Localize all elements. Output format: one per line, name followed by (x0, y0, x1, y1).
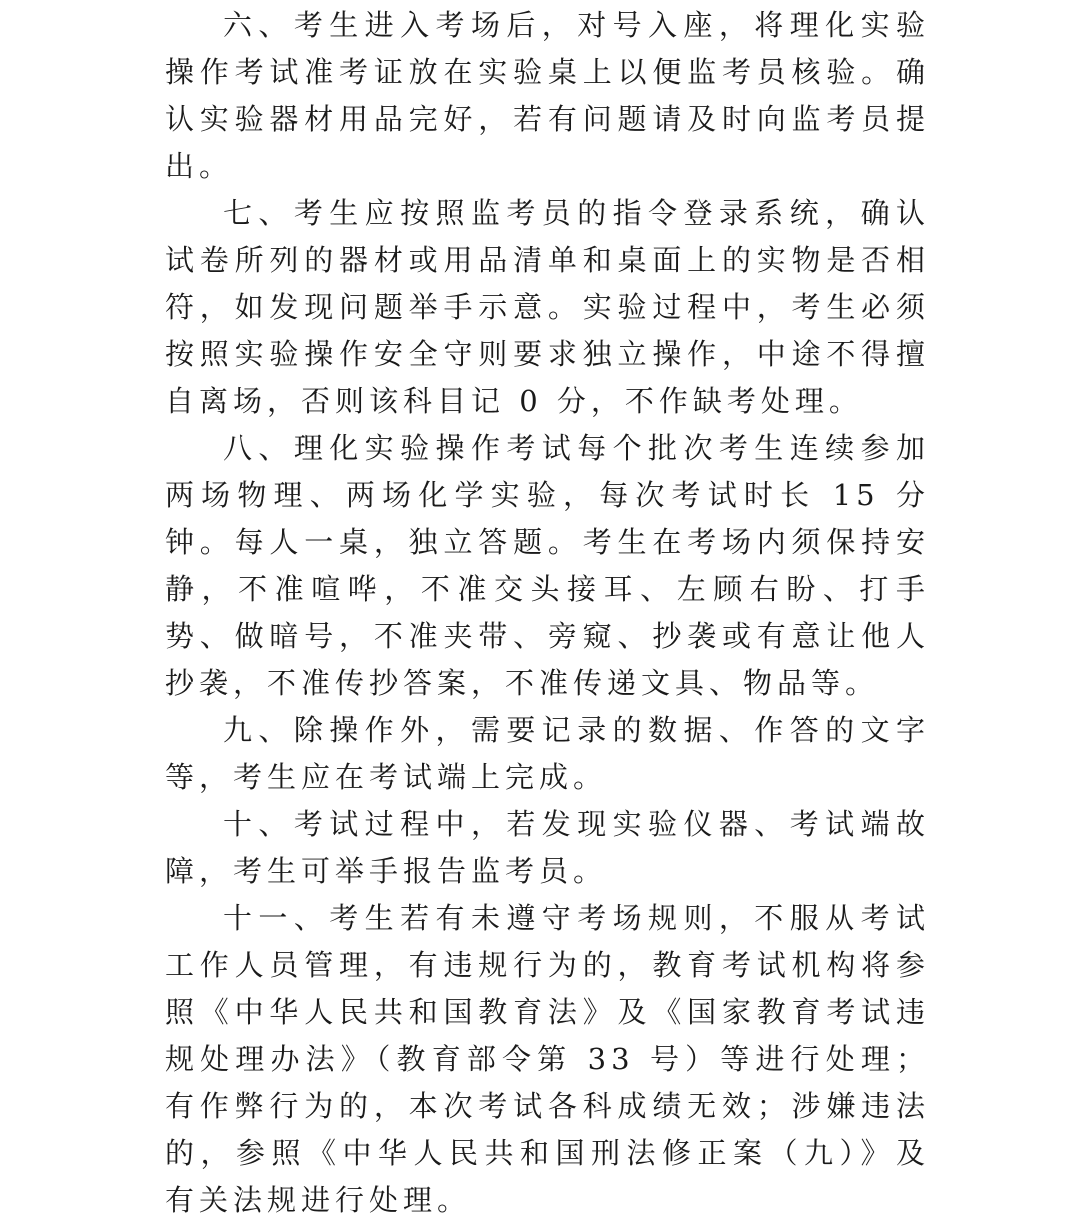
rule-paragraph-9: 九、除操作外，需要记录的数据、作答的文字等，考生应在考试端上完成。 (165, 713, 930, 794)
rule-paragraph-10: 十、考试过程中，若发现实验仪器、考试端故障，考生可举手报告监考员。 (165, 807, 930, 888)
rule-paragraph-8: 八、理化实验操作考试每个批次考生连续参加两场物理、两场化学实验，每次考试时长 15 分钟。每人一桌，独立答题。考生在考场内须保持安静，不准喧哗，不准交头接耳、左顾右盼、打手势、做暗号，不准夹带、旁窥、抄袭或有意让他人抄袭，不准传抄答案，不准传递文具、物品等。 (165, 431, 930, 700)
rule-paragraph-11: 十一、考生若有未遵守考场规则，不服从考试工作人员管理，有违规行为的，教育考试机构将参照《中华人民共和国教育法》及《国家教育考试违规处理办法》（教育部令第 33 号）等进行处理；有作弊行为的，本次考试各科成绩无效；涉嫌违法的，参照《中华人民共和国刑法修正案（九）》及有关法规进行处理。 (165, 901, 930, 1217)
rule-paragraph-7: 七、考生应按照监考员的指令登录系统，确认试卷所列的器材或用品清单和桌面上的实物是否相符，如发现问题举手示意。实验过程中，考生必须按照实验操作安全守则要求独立操作，中途不得擅自离场，否则该科目记 0 分，不作缺考处理。 (165, 196, 930, 418)
rule-paragraph-6: 六、考生进入考场后，对号入座，将理化实验操作考试准考证放在实验桌上以便监考员核验。确认实验器材用品完好，若有问题请及时向监考员提出。 (165, 8, 930, 183)
document-body (165, 2, 930, 1224)
